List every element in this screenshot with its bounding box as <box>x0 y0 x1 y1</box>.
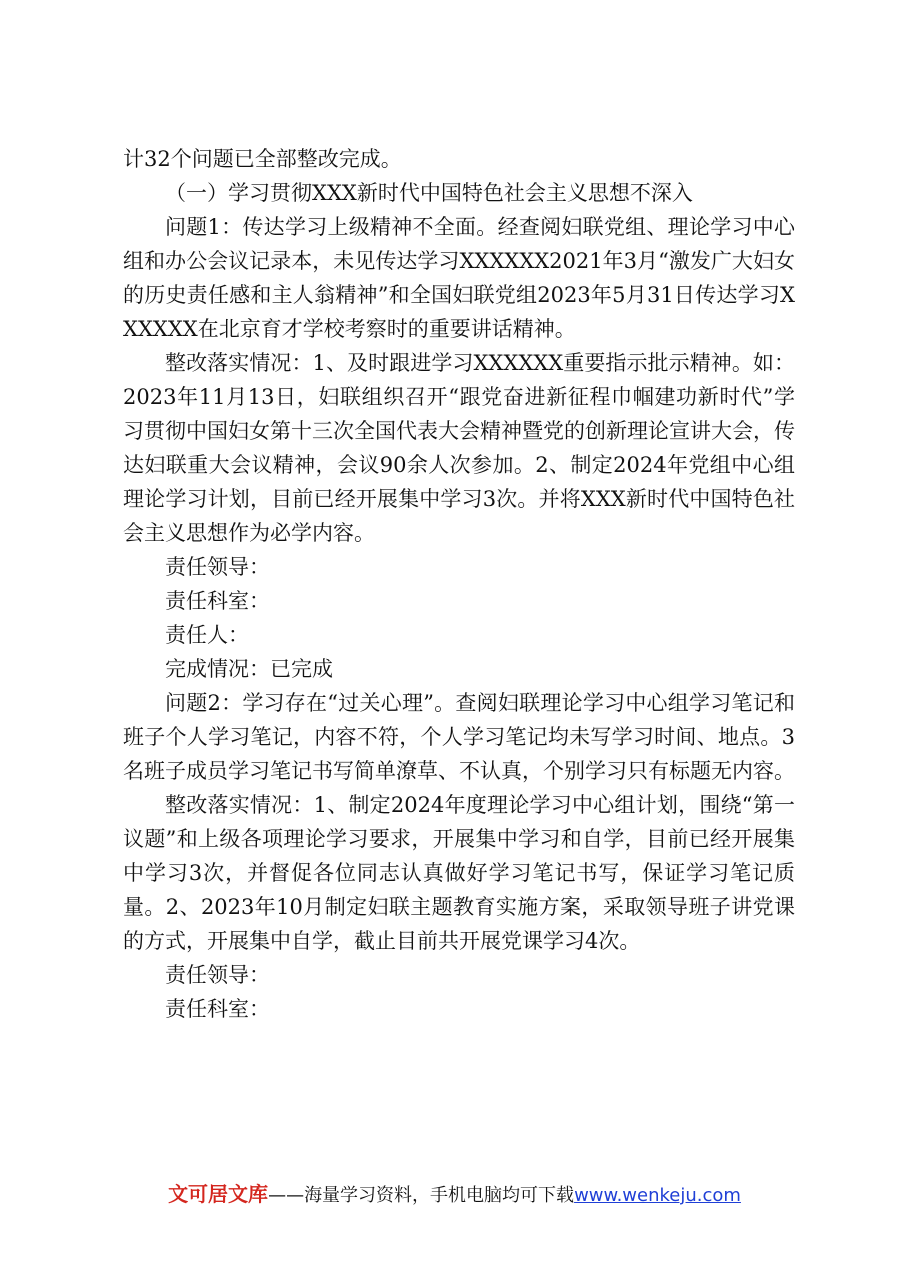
responsible-office-line: 责任科室： <box>165 589 270 613</box>
responsible-office-line: 责任科室： <box>165 997 270 1021</box>
responsible-leader-line: 责任领导： <box>165 555 270 579</box>
footer-brand: 文可居文库 <box>168 1182 269 1206</box>
footer-url-link[interactable]: www.wenkeju.com <box>574 1185 741 1206</box>
page-footer <box>0 1181 909 1209</box>
paragraph: 整改落实情况：1、制定2024年度理论学习中心组计划，围绕“第一议题”和上级各项理论学习要求，开展集中学习和自学，目前已经开展集中学习3次，并督促各位同志认真做好学习笔记书写，保证学习笔记质量。2、2023年10月制定妇联主题教育实施方案，采取领导班子讲党课的方式，开展集中自学，截止目前共开展党课学习4次。 <box>123 793 795 953</box>
completion-status-line: 完成情况：已完成 <box>165 657 333 681</box>
paragraph: 问题1：传达学习上级精神不全面。经查阅妇联党组、理论学习中心组和办公会议记录本，未见传达学习XXXXXX2021年3月“激发广大妇女的历史责任感和主人翁精神”和全国妇联党组2023年5月31日传达学习XXXXXX在北京育才学校考察时的重要讲话精神。 <box>123 215 795 341</box>
responsible-person-line: 责任人： <box>165 623 249 647</box>
footer-tagline: ——海量学习资料，手机电脑均可下载 <box>268 1185 575 1206</box>
paragraph: 计32个问题已全部整改完成。 <box>123 147 402 171</box>
document-body <box>123 142 795 1026</box>
section-heading: （一）学习贯彻XXX新时代中国特色社会主义思想不深入 <box>165 181 693 205</box>
paragraph: 整改落实情况：1、及时跟进学习XXXXXX重要指示批示精神。如：2023年11月13日，妇联组织召开“跟党奋进新征程巾帼建功新时代”学习贯彻中国妇女第十三次全国代表大会精神暨党的创新理论宣讲大会，传达妇联重大会议精神，会议90余人次参加。2、制定2024年党组中心组理论学习计划，目前已经开展集中学习3次。并将XXX新时代中国特色社会主义思想作为必学内容。 <box>123 351 795 545</box>
responsible-leader-line: 责任领导： <box>165 963 270 987</box>
paragraph: 问题2：学习存在“过关心理”。查阅妇联理论学习中心组学习笔记和班子个人学习笔记，内容不符，个人学习笔记均未写学习时间、地点。3名班子成员学习笔记书写简单潦草、不认真，个别学习只有标题无内容。 <box>123 691 795 783</box>
